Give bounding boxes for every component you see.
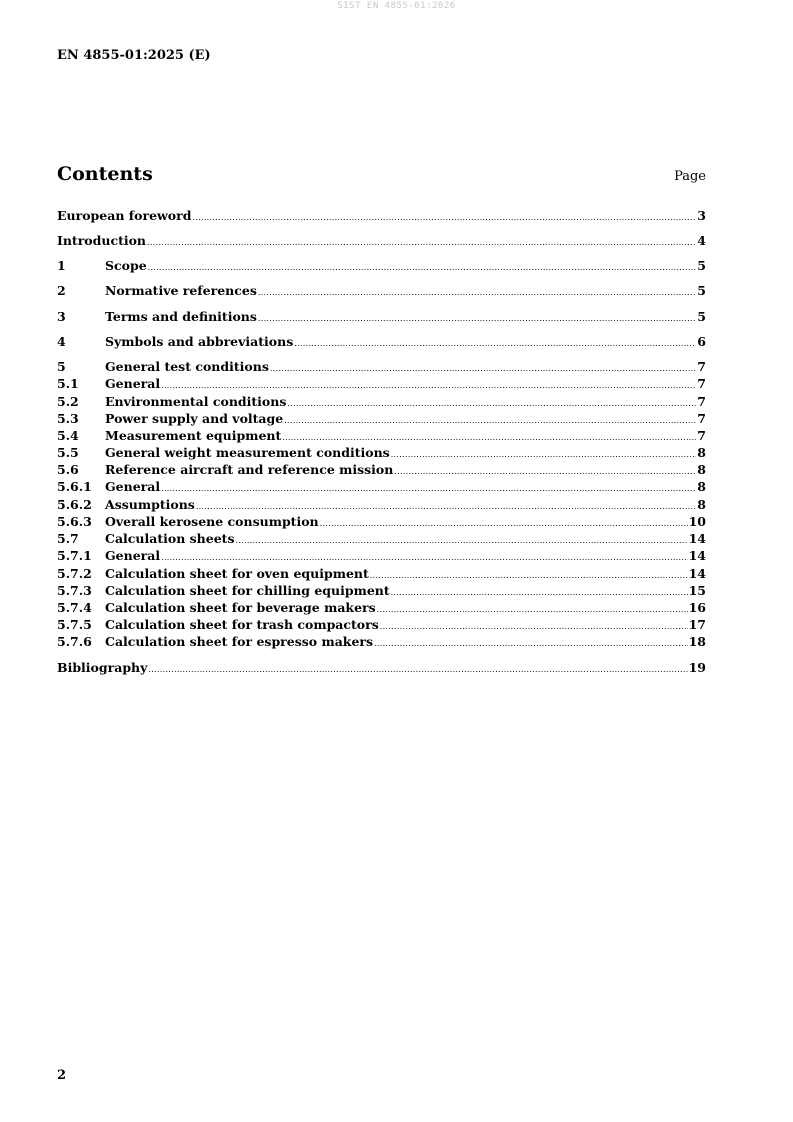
toc-entry-5-1[interactable] (57, 375, 706, 392)
toc-entry-title: General (105, 479, 161, 494)
toc-entry-number: 5.6.2 (57, 497, 92, 512)
toc-entry-5-4[interactable] (57, 427, 706, 444)
toc-entry-title: Power supply and voltage (105, 411, 284, 426)
toc-entry-european-foreword[interactable] (57, 207, 706, 224)
toc-entry-page: 8 (697, 445, 706, 460)
toc-entry-number: 5.4 (57, 428, 79, 443)
toc-entry-5-2[interactable] (57, 393, 706, 410)
toc-entry-page: 7 (697, 411, 706, 426)
toc-entry-5-7-5[interactable] (57, 616, 706, 633)
toc-entry-number: 5.7.2 (57, 566, 92, 581)
toc-entry-title: Introduction (57, 233, 147, 248)
toc-leader-dots (294, 335, 696, 352)
page-number: 2 (57, 1068, 67, 1083)
toc-entry-page: 6 (697, 334, 706, 349)
toc-entry-title: Calculation sheets (105, 531, 235, 546)
toc-entry-page: 19 (688, 660, 706, 675)
toc-entry-page: 18 (688, 634, 706, 649)
toc-entry-page: 8 (697, 497, 706, 512)
toc-entry-page: 14 (688, 566, 706, 581)
toc-entry-number: 5.1 (57, 376, 79, 391)
toc-entry-title: General (105, 376, 161, 391)
toc-leader-dots (147, 234, 696, 251)
toc-entry-title: Calculation sheet for beverage makers (105, 600, 376, 615)
toc-entry-5-7-2[interactable] (57, 565, 706, 582)
toc-entry-5[interactable] (57, 358, 706, 375)
toc-entry-4[interactable] (57, 333, 706, 350)
toc-leader-dots (258, 310, 696, 327)
toc-entry-2[interactable] (57, 282, 706, 299)
toc-entry-page: 17 (688, 617, 706, 632)
page-column-label: Page (674, 169, 706, 184)
toc-entry-page: 14 (688, 548, 706, 563)
toc-entry-number: 3 (57, 309, 66, 324)
toc-entry-title: Symbols and abbreviations (105, 334, 294, 349)
toc-entry-number: 5.2 (57, 394, 79, 409)
toc-entry-number: 5.6 (57, 462, 79, 477)
toc-entry-title: General (105, 548, 161, 563)
toc-leader-dots (258, 284, 696, 301)
toc-entry-number: 5.7.6 (57, 634, 92, 649)
toc-entry-number: 2 (57, 283, 66, 298)
toc-leader-dots (192, 209, 696, 226)
toc-entry-5-3[interactable] (57, 410, 706, 427)
toc-leader-dots (148, 661, 687, 678)
toc-entry-introduction[interactable] (57, 232, 706, 249)
toc-entry-3[interactable] (57, 308, 706, 325)
toc-entry-title: Overall kerosene consumption (105, 514, 319, 529)
toc-entry-5-6[interactable] (57, 461, 706, 478)
toc-entry-5-6-2[interactable] (57, 496, 706, 513)
toc-leader-dots (374, 635, 688, 652)
toc-entry-title: Terms and definitions (105, 309, 257, 324)
toc-entry-number: 5.7.1 (57, 548, 92, 563)
toc-entry-title: Assumptions (105, 497, 195, 512)
toc-entry-5-7[interactable] (57, 530, 706, 547)
toc-entry-1[interactable] (57, 257, 706, 274)
toc-entry-title: Scope (105, 258, 147, 273)
toc-entry-title: European foreword (57, 208, 192, 223)
toc-entry-number: 5 (57, 359, 66, 374)
toc-entry-number: 5.3 (57, 411, 79, 426)
toc-entry-number: 5.5 (57, 445, 79, 460)
toc-entry-page: 4 (697, 233, 706, 248)
toc-entry-page: 14 (688, 531, 706, 546)
contents-title: Contents (57, 163, 153, 185)
toc-entry-title: General test conditions (105, 359, 269, 374)
toc-entry-page: 5 (697, 258, 706, 273)
toc-entry-page: 8 (697, 462, 706, 477)
toc-entry-5-7-6[interactable] (57, 633, 706, 650)
toc-entry-title: Normative references (105, 283, 257, 298)
document-header: EN 4855-01:2025 (E) (57, 48, 211, 63)
toc-entry-page: 7 (697, 376, 706, 391)
toc-entry-page: 7 (697, 428, 706, 443)
toc-entry-title: Reference aircraft and reference mission (105, 462, 394, 477)
toc-entry-number: 5.7 (57, 531, 79, 546)
toc-entry-bibliography[interactable] (57, 659, 706, 676)
toc-leader-dots (148, 259, 697, 276)
toc-entry-5-7-1[interactable] (57, 547, 706, 564)
toc-entry-number: 5.6.3 (57, 514, 92, 529)
toc-entry-page: 3 (697, 208, 706, 223)
toc-entry-page: 8 (697, 479, 706, 494)
toc-leader-dots (161, 480, 696, 497)
toc-entry-5-7-3[interactable] (57, 582, 706, 599)
toc-entry-number: 5.6.1 (57, 479, 92, 494)
toc-entry-title: Calculation sheet for oven equipment (105, 566, 369, 581)
toc-entry-page: 5 (697, 309, 706, 324)
toc-leader-dots (161, 377, 696, 394)
toc-entry-page: 15 (688, 583, 706, 598)
watermark: SIST EN 4855-01:2026 (337, 1, 456, 11)
toc-entry-5-7-4[interactable] (57, 599, 706, 616)
toc-entry-title: General weight measurement conditions (105, 445, 390, 460)
toc-entry-title: Bibliography (57, 660, 148, 675)
toc-leader-dots (161, 549, 687, 566)
toc-entry-title: Measurement equipment (105, 428, 282, 443)
toc-entry-5-6-1[interactable] (57, 478, 706, 495)
toc-entry-number: 1 (57, 258, 66, 273)
toc-entry-page: 5 (697, 283, 706, 298)
toc-entry-title: Calculation sheet for trash compactors (105, 617, 379, 632)
toc-entry-number: 5.7.3 (57, 583, 92, 598)
toc-entry-5-5[interactable] (57, 444, 706, 461)
toc-entry-page: 7 (697, 394, 706, 409)
toc-entry-title: Calculation sheet for chilling equipment (105, 583, 390, 598)
toc-entry-page: 7 (697, 359, 706, 374)
toc-entry-page: 16 (688, 600, 706, 615)
toc-entry-number: 5.7.4 (57, 600, 92, 615)
toc-entry-number: 5.7.5 (57, 617, 92, 632)
toc-entry-5-6-3[interactable] (57, 513, 706, 530)
toc-entry-title: Environmental conditions (105, 394, 287, 409)
toc-entry-title: Calculation sheet for espresso makers (105, 634, 374, 649)
toc-entry-number: 4 (57, 334, 66, 349)
toc-entry-page: 10 (688, 514, 706, 529)
